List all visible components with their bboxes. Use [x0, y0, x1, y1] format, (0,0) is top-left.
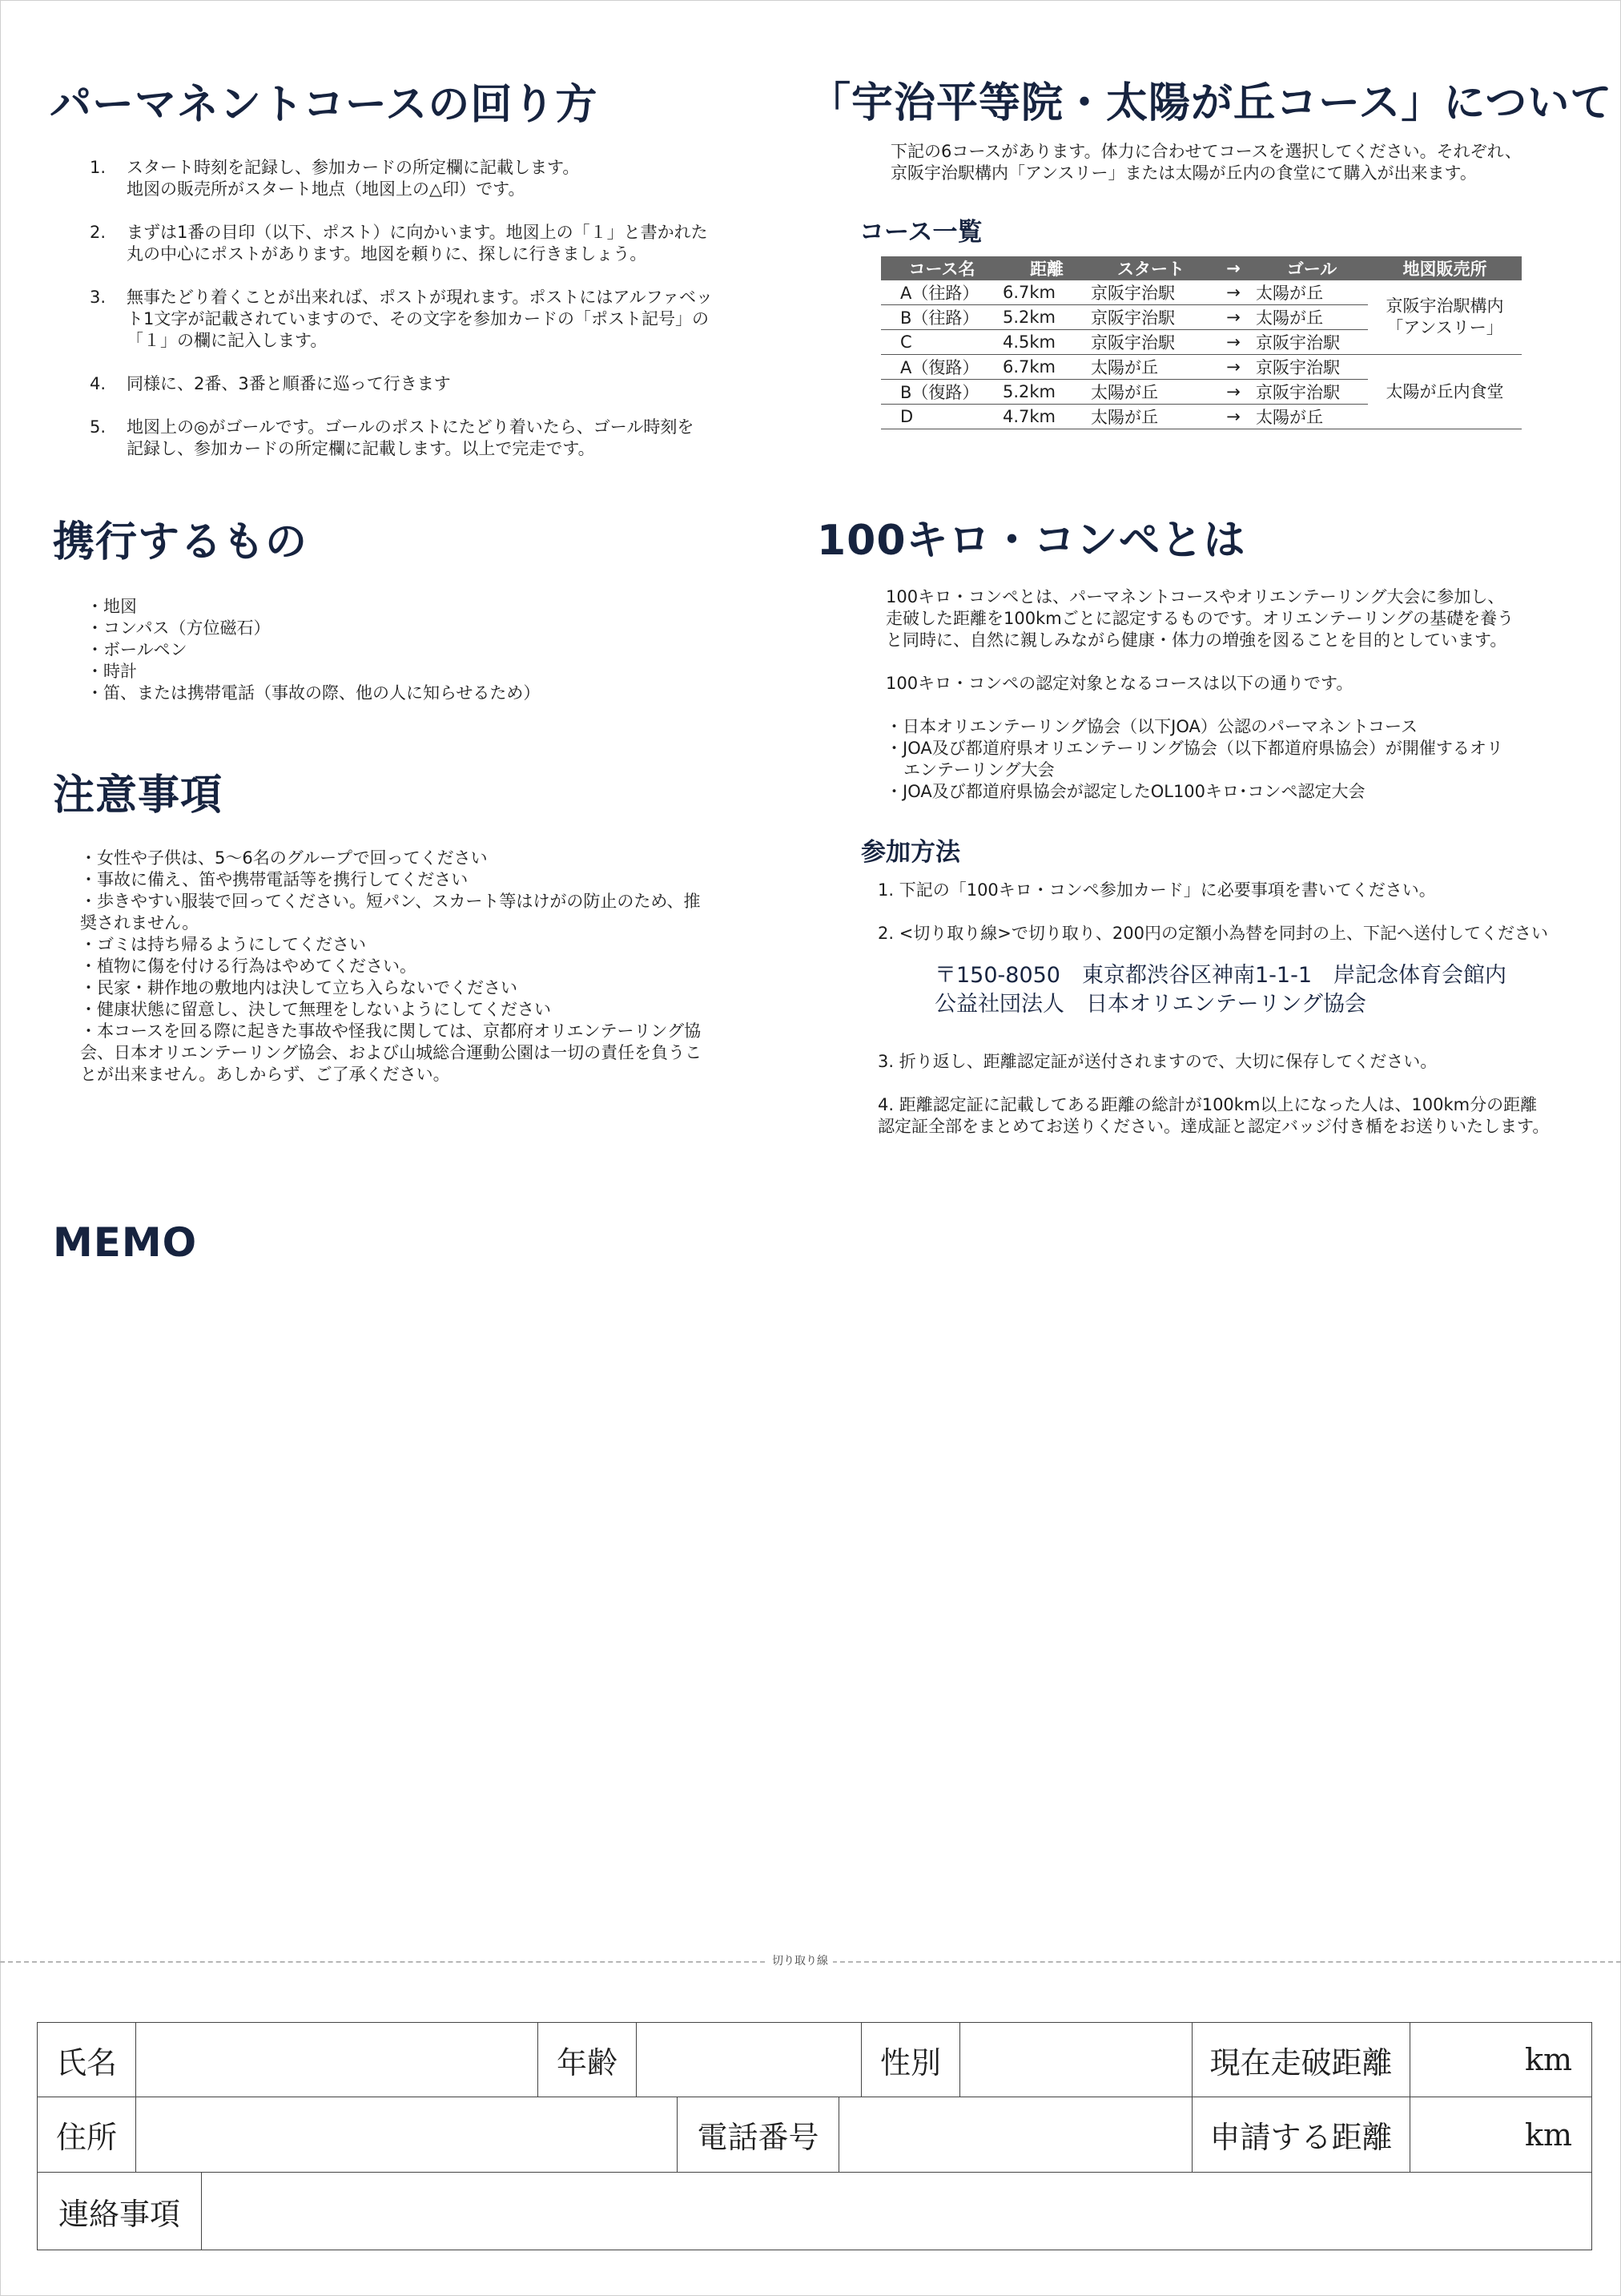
course-goal: 京阪宇治駅 [1256, 330, 1368, 355]
kompe-description [886, 586, 1591, 803]
course-arrow: → [1211, 405, 1256, 429]
course-arrow: → [1211, 305, 1256, 330]
phone-label: 電話番号 [678, 2097, 839, 2173]
step-text-line: ト1文字が記載されていますので、その文字を参加カードの「ポスト記号」の [127, 309, 709, 328]
km-unit: km [1524, 2117, 1572, 2153]
step-text-line: スタート時刻を記録し、参加カードの所定欄に記載します。 [127, 158, 580, 177]
phone-field[interactable] [839, 2097, 1193, 2173]
item-entry: ・時計 [86, 662, 137, 681]
note-line: ・ゴミは持ち帰るようにしてください [80, 935, 366, 954]
sex-label: 性別 [862, 2023, 960, 2097]
course-name: C [881, 330, 1003, 355]
kompe-target-item: エンテーリング大会 [903, 760, 1055, 779]
join-step [878, 1094, 1607, 1138]
name-label: 氏名 [38, 2023, 136, 2097]
note-line: ・本コースを回る際に起きた事故や怪我に関しては、京都府オリエンテーリング協 [80, 1021, 702, 1041]
step-text-line: まずは1番の目印（以下、ポスト）に向かいます。地図上の「１」と書かれた [127, 223, 708, 242]
age-label: 年齢 [538, 2023, 637, 2097]
course-arrow: → [1211, 380, 1256, 405]
map-shop-name: 京阪宇治駅構内 [1386, 296, 1504, 316]
map-shop-name: 「アンスリー」 [1386, 318, 1503, 337]
requested-distance-field[interactable] [1410, 2097, 1591, 2173]
kompe-para-line: 走破した距離を100kmごとに認定するものです。オリエンテーリングの基礎を養う [886, 609, 1514, 628]
course-start: 太陽が丘 [1091, 380, 1211, 405]
step-number: 4. [90, 374, 107, 393]
current-distance-field[interactable] [1410, 2023, 1591, 2097]
permanent-step [90, 417, 754, 460]
course-distance: 5.2km [1003, 380, 1091, 405]
contact-label: 連絡事項 [38, 2173, 202, 2250]
kompe-target-item: ・JOA及び都道府県協会が認定したOL100キロ･コンペ認定大会 [886, 782, 1366, 801]
course-name: B（往路） [881, 305, 1003, 330]
permanent-step [90, 157, 754, 200]
note-line: 会、日本オリエンテーリング協会、および山城総合運動公園は一切の責任を負うこ [80, 1043, 702, 1062]
address-line: 公益社団法人 日本オリエンテーリング協会 [935, 992, 1366, 1017]
note-line: ・健康状態に留意し、決して無理をしないようにしてください [80, 1000, 551, 1019]
address-label: 住所 [38, 2097, 136, 2173]
step-text-line: 無事たどり着くことが出来れば、ポストが現れます。ポストにはアルファベッ [127, 288, 714, 307]
kompe-target-item: ・JOA及び都道府県オリエンテーリング協会（以下都道府県協会）が開催するオリ [886, 739, 1503, 758]
course-start: 京阪宇治駅 [1091, 280, 1211, 305]
course-arrow: → [1211, 280, 1256, 305]
kompe-para-line: と同時に、自然に親しみながら健康・体力の増強を図ることを目的としています。 [886, 630, 1507, 650]
sex-field[interactable] [960, 2023, 1193, 2097]
course-goal: 京阪宇治駅 [1256, 380, 1368, 405]
course-arrow: → [1211, 355, 1256, 380]
course-arrow: → [1211, 330, 1256, 355]
header-arrow: → [1211, 256, 1256, 280]
map-shop-name: 太陽が丘内食堂 [1386, 381, 1504, 401]
course-distance: 4.5km [1003, 330, 1091, 355]
item-entry: ・ボールペン [86, 640, 187, 659]
note-line: ・民家・耕作地の敷地内は決して立ち入らないでください [80, 978, 517, 997]
permanent-step [90, 222, 754, 265]
map-shop-cell [1368, 355, 1522, 429]
items-title: 携行するもの [53, 518, 308, 566]
join-step: 1. 下記の「100キロ・コンペ参加カード」に必要事項を書いてください。 [878, 880, 1436, 900]
course-name: D [881, 405, 1003, 429]
note-line: ・事故に備え、笛や携帯電話等を携行してください [80, 870, 469, 889]
name-field[interactable] [136, 2023, 538, 2097]
entry-card-form [37, 2022, 1592, 2250]
header-goal: ゴール [1256, 256, 1368, 280]
header-distance: 距離 [1003, 256, 1091, 280]
cut-line-label: 切り取り線 [767, 1952, 833, 1968]
course-distance: 6.7km [1003, 280, 1091, 305]
address-line: 〒150-8050 東京都渋谷区神南1-1-1 岸記念体育会館内 [935, 963, 1507, 988]
kompe-title: 100キロ・コンペとは [817, 517, 1246, 565]
step-text-line: 同様に、2番、3番と順番に巡って行きます [127, 374, 451, 393]
course-name: A（往路） [881, 280, 1003, 305]
course-goal: 京阪宇治駅 [1256, 355, 1368, 380]
join-step: 2. <切り取り線>で切り取り、200円の定額小為替を同封の上、下記へ送付してください [878, 924, 1548, 943]
course-list-title: コース一覧 [859, 218, 983, 247]
uji-intro [891, 141, 1522, 184]
item-entry: ・地図 [86, 597, 137, 616]
course-distance: 5.2km [1003, 305, 1091, 330]
contact-field[interactable] [202, 2173, 1591, 2250]
header-start: スタート [1091, 256, 1211, 280]
note-line: 奨されません。 [80, 913, 199, 932]
course-start: 太陽が丘 [1091, 405, 1211, 429]
join-step-line: 4. 距離認定証に記載してある距離の総計が100km以上になった人は、100km分の距離 [878, 1095, 1538, 1114]
table-row [881, 355, 1522, 380]
course-table [881, 256, 1522, 429]
step-text-line: 丸の中心にポストがあります。地図を頼りに、探しに行きましょう。 [127, 244, 647, 264]
permanent-step [90, 287, 754, 352]
map-shop-cell [1368, 280, 1522, 355]
note-line: とが出来ません。あしからず、ご了承ください。 [80, 1065, 450, 1084]
item-entry: ・笛、または携帯電話（事故の際、他の人に知らせるため） [86, 683, 541, 703]
join-title: 参加方法 [861, 838, 960, 867]
join-step: 3. 折り返し、距離認定証が送付されますので、大切に保存してください。 [878, 1052, 1438, 1071]
km-unit: km [1524, 2042, 1572, 2077]
kompe-para-line: 100キロ・コンペとは、パーマネントコースやオリエンテーリング大会に参加し、 [886, 587, 1505, 606]
course-distance: 6.7km [1003, 355, 1091, 380]
postal-address [935, 961, 1506, 1019]
step-text-line: 記録し、参加カードの所定欄に記載します。以上で完走です。 [127, 439, 595, 458]
step-number: 3. [90, 288, 107, 307]
table-row [881, 280, 1522, 305]
notes-list [80, 848, 753, 1086]
permanent-step [90, 373, 754, 395]
notes-title: 注意事項 [53, 771, 223, 820]
memo-title: MEMO [53, 1219, 198, 1266]
uji-intro-line: 京阪宇治駅構内「アンスリー」または太陽が丘内の食堂にて購入が出来ます。 [891, 163, 1477, 183]
kompe-target-item: ・日本オリエンテーリング協会（以下JOA）公認のパーマネントコース [886, 717, 1418, 736]
course-name: B（復路） [881, 380, 1003, 405]
uji-intro-line: 下記の6コースがあります。体力に合わせてコースを選択してください。それぞれ、 [891, 142, 1522, 161]
course-name: A（復路） [881, 355, 1003, 380]
header-map-shop: 地図販売所 [1368, 256, 1522, 280]
course-start: 太陽が丘 [1091, 355, 1211, 380]
course-start: 京阪宇治駅 [1091, 330, 1211, 355]
note-line: ・女性や子供は、5～6名のグループで回ってください [80, 848, 488, 868]
note-line: ・植物に傷を付ける行為はやめてください。 [80, 957, 416, 976]
permanent-steps-list [90, 157, 754, 481]
step-text-line: 「１」の欄に記入します。 [127, 331, 328, 350]
course-goal: 太陽が丘 [1256, 405, 1368, 429]
requested-distance-label: 申請する距離 [1193, 2097, 1410, 2173]
step-number: 5. [90, 417, 107, 437]
course-distance: 4.7km [1003, 405, 1091, 429]
step-number: 1. [90, 158, 107, 177]
step-text-line: 地図の販売所がスタート地点（地図上の△印）です。 [127, 179, 525, 199]
address-field[interactable] [136, 2097, 678, 2173]
course-goal: 太陽が丘 [1256, 305, 1368, 330]
course-table-header [881, 256, 1522, 280]
step-number: 2. [90, 223, 107, 242]
header-course-name: コース名 [881, 256, 1003, 280]
uji-course-title: 「宇治平等院・太陽が丘コース」について [809, 79, 1613, 127]
step-text-line: 地図上の◎がゴールです。ゴールのポストにたどり着いたら、ゴール時刻を [127, 417, 694, 437]
permanent-course-title: パーマネントコースの回り方 [50, 81, 598, 129]
current-distance-label: 現在走破距離 [1193, 2023, 1410, 2097]
items-list [86, 596, 540, 704]
item-entry: ・コンパス（方位磁石） [86, 618, 271, 638]
age-field[interactable] [637, 2023, 862, 2097]
note-line: ・歩きやすい服装で回ってください。短パン、スカート等はけがの防止のため、推 [80, 892, 701, 911]
course-start: 京阪宇治駅 [1091, 305, 1211, 330]
course-goal: 太陽が丘 [1256, 280, 1368, 305]
join-step-line: 認定証全部をまとめてお送りください。達成証と認定バッジ付き楯をお送りいたします。 [878, 1117, 1550, 1136]
kompe-target-intro: 100キロ・コンペの認定対象となるコースは以下の通りです。 [886, 674, 1354, 693]
